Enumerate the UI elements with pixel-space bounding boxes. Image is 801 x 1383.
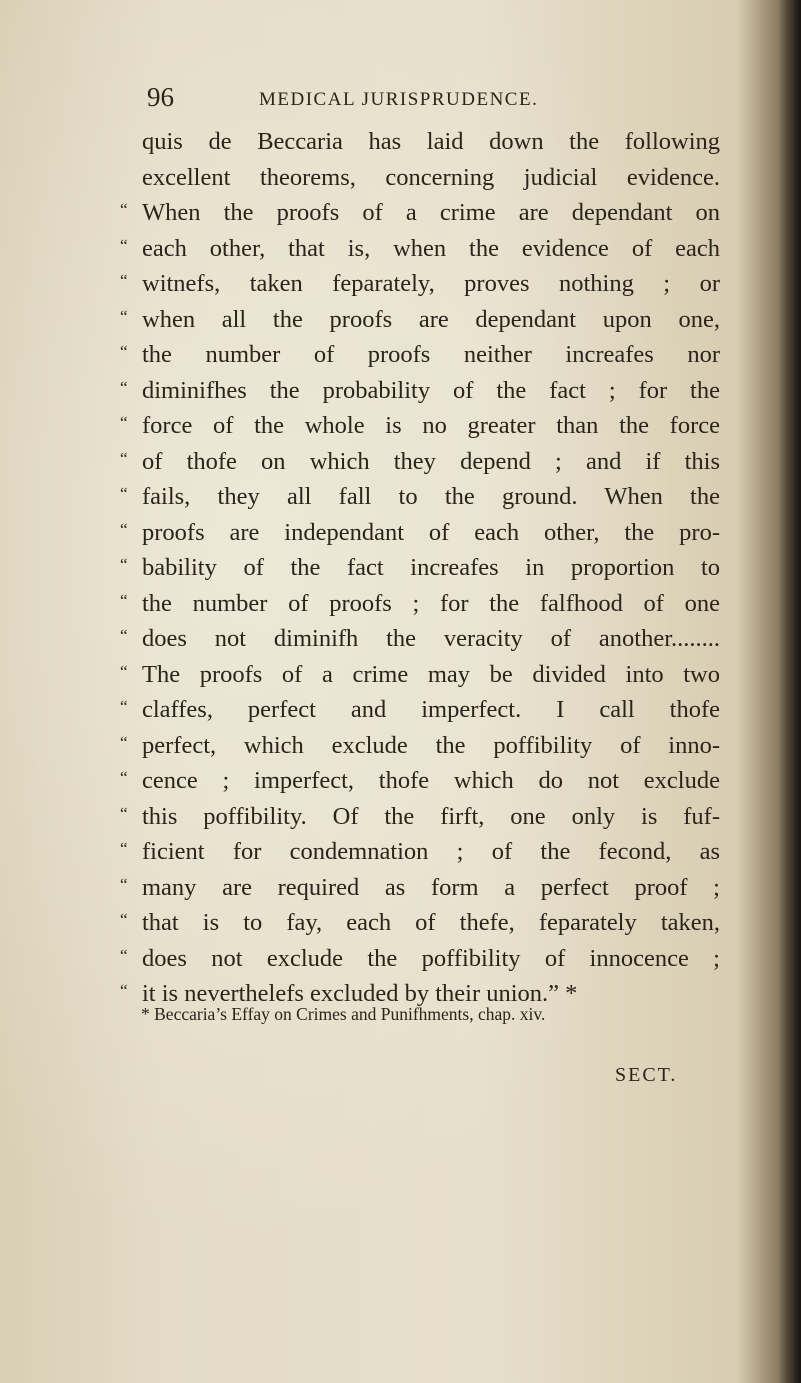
line-text: it is neverthelefs excluded by their union.” * <box>142 980 578 1007</box>
quote-mark: “ <box>120 271 128 290</box>
text-line <box>120 337 720 373</box>
line-text: excellent theorems, concerning judicial evidence. <box>142 163 720 191</box>
line-text: When the proofs of a crime are dependant on <box>142 199 720 226</box>
quote-mark: “ <box>120 945 128 965</box>
quote-mark: “ <box>120 697 128 716</box>
text-line <box>120 302 720 338</box>
catchword: SECT. <box>615 1064 678 1086</box>
quote-mark: “ <box>120 626 128 645</box>
text-line <box>120 231 720 267</box>
quote-mark: “ <box>120 306 128 326</box>
text-line <box>120 763 720 799</box>
quote-mark: “ <box>120 200 128 219</box>
text-line <box>120 692 720 728</box>
text-line <box>120 160 720 196</box>
line-text: witnefs, taken feparately, proves nothing ; or <box>142 270 720 297</box>
line-text: that is to fay, each of thefe, feparately taken, <box>142 909 720 936</box>
line-text: the number of proofs neither increafes nor <box>142 341 720 368</box>
body-text <box>120 124 720 1012</box>
line-text: proofs are independant of each other, the pro- <box>142 518 720 546</box>
quote-mark: “ <box>120 732 128 752</box>
line-text: when all the proofs are dependant upon one, <box>142 305 720 333</box>
text-line <box>120 444 720 480</box>
text-line <box>120 586 720 622</box>
line-text: quis de Beccaria has laid down the following <box>142 128 720 155</box>
line-text: force of the whole is no greater than the force <box>142 412 720 439</box>
quote-mark: “ <box>120 484 128 503</box>
quote-mark: “ <box>120 342 128 361</box>
text-line <box>120 941 720 977</box>
line-text: of thofe on which they depend ; and if this <box>142 447 720 475</box>
quote-mark: “ <box>120 555 128 574</box>
text-line <box>120 621 720 657</box>
text-line <box>120 657 720 693</box>
quote-mark: “ <box>120 803 128 823</box>
line-text: many are required as form a perfect proof ; <box>142 873 720 901</box>
text-line <box>120 834 720 870</box>
quote-mark: “ <box>120 981 128 1000</box>
quote-mark: “ <box>120 768 128 787</box>
page-number: 96 <box>147 82 174 112</box>
quote-mark: “ <box>120 413 128 432</box>
quote-mark: “ <box>120 519 128 539</box>
line-text: does not exclude the poffibility of innocence ; <box>142 944 720 972</box>
page-header <box>147 82 667 118</box>
quote-mark: “ <box>120 377 128 397</box>
text-line <box>120 799 720 835</box>
text-line <box>120 266 720 302</box>
line-text: fails, they all fall to the ground. When the <box>142 483 720 510</box>
text-line <box>120 515 720 551</box>
line-text: the number of proofs ; for the falfhood of one <box>142 589 720 617</box>
text-line <box>120 408 720 444</box>
line-text: perfect, which exclude the poffibility of inno- <box>142 731 720 759</box>
line-text: cence ; imperfect, thofe which do not exclude <box>142 767 720 794</box>
quote-mark: “ <box>120 910 128 929</box>
text-line <box>120 905 720 941</box>
line-text: does not diminifh the veracity of another........ <box>142 625 720 652</box>
quote-mark: “ <box>120 661 128 681</box>
line-text: this poffibility. Of the firft, one only is fuf- <box>142 802 720 830</box>
footnote: * Beccaria’s Effay on Crimes and Punifhments, chap. xiv. <box>141 1004 546 1024</box>
running-head: MEDICAL JURISPRUDENCE. <box>259 89 539 110</box>
text-line <box>120 479 720 515</box>
line-text: ficient for condemnation ; of the fecond, as <box>142 838 720 865</box>
quote-mark: “ <box>120 448 128 468</box>
text-line <box>120 373 720 409</box>
quote-mark: “ <box>120 235 128 255</box>
text-line <box>120 870 720 906</box>
line-text: bability of the fact increafes in proportion to <box>142 554 720 581</box>
line-text: claffes, perfect and imperfect. I call thofe <box>142 696 720 723</box>
quote-mark: “ <box>120 874 128 894</box>
page-edge-shadow <box>779 0 801 1383</box>
line-text: The proofs of a crime may be divided into two <box>142 660 720 688</box>
text-line <box>120 195 720 231</box>
quote-mark: “ <box>120 590 128 610</box>
text-line <box>120 728 720 764</box>
line-text: diminifhes the probability of the fact ; for the <box>142 376 720 404</box>
text-line <box>120 124 720 160</box>
text-line <box>120 550 720 586</box>
line-text: each other, that is, when the evidence of each <box>142 234 720 262</box>
quote-mark: “ <box>120 839 128 858</box>
